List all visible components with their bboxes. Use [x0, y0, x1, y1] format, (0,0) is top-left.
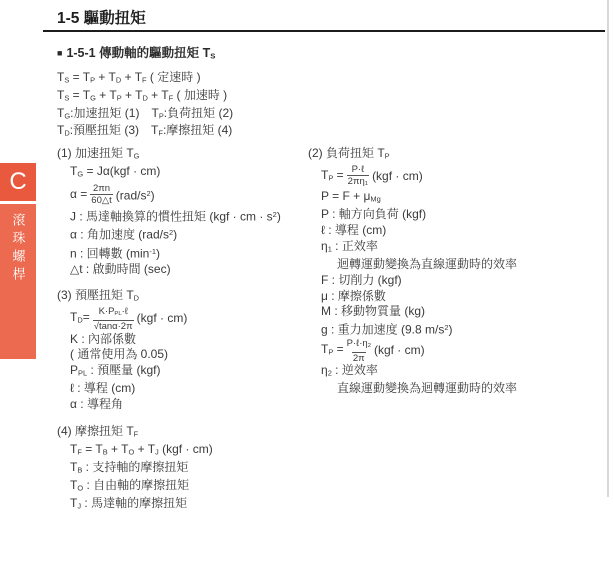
- left-column: [57, 146, 307, 526]
- frac-pre: $T_P$ =: [321, 167, 344, 182]
- legend-ppl: $P_{PL}$ : 預壓量 (kgf): [70, 363, 161, 378]
- legend-to: $T_O$ : 自由軸的摩擦扭矩: [70, 478, 190, 493]
- formula-acceleration: $T_S = T_G + T_P + T_D + T_F$ ( 加速時 ): [57, 87, 228, 103]
- block-body: [70, 164, 307, 277]
- block-body: [321, 164, 608, 397]
- fraction-numerator: $P\cdot\ell\cdot\eta_2$: [346, 337, 371, 349]
- block-heading: (2) 負荷扭矩 $T_P$: [308, 146, 390, 161]
- block-friction-torque: [57, 424, 307, 515]
- frac-pre: α =: [70, 186, 88, 201]
- formula-alpha: [70, 182, 307, 207]
- formula-td: [70, 307, 307, 332]
- block-load-torque: [308, 146, 608, 397]
- legend-j: J : 馬達軸換算的慣性扭矩 (kgf · cm · $s^2$): [70, 209, 281, 224]
- block-preload-torque: [57, 288, 307, 412]
- formula-p: $P = F + \mu_{Mg}$: [321, 189, 381, 204]
- fraction: [347, 164, 369, 190]
- chapter-tab-letter: C: [0, 163, 36, 201]
- legend-eta1: $\eta_1$ : 正效率: [321, 238, 378, 254]
- block-heading: (1) 加速扭矩 $T_G$: [57, 146, 140, 161]
- fraction: [347, 338, 371, 364]
- frac-post: (kgf · cm): [372, 168, 423, 183]
- fraction-numerator: $K\cdot P_{PL}\cdot\ell$: [98, 306, 128, 318]
- legend-lead: ℓ : 導程 (cm): [70, 381, 136, 396]
- legend-dt: △t : 啟動時間 (sec): [70, 261, 171, 276]
- chapter-tab-label: 滾珠螺桿: [10, 213, 26, 285]
- legend-lead-angle: α : 導程角: [70, 397, 123, 412]
- fraction-denominator: $2\pi\eta_1$: [347, 175, 369, 190]
- legend-p: P : 軸方向負荷 (kgf): [321, 207, 427, 222]
- legend-eta2: $\eta_2$ : 逆效率: [321, 363, 378, 378]
- frac-post: (kgf · cm): [373, 342, 425, 357]
- legend-n: n : 回轉數 $(\min^{-1})$: [70, 245, 160, 260]
- block-body: [70, 307, 307, 413]
- block-heading: (4) 摩擦扭矩 $T_F$: [57, 423, 139, 439]
- legend-f: F : 切削力 (kgf): [321, 272, 402, 287]
- title-underline: [43, 30, 605, 32]
- legend-tb: $T_B$ : 支持軸的摩擦扭矩: [70, 460, 189, 475]
- fraction-numerator: 2πn: [92, 183, 111, 195]
- legend-eta2-note: 直線運動變換為迴轉運動時的效率: [337, 381, 518, 396]
- legend-eta1-note: 迴轉運動變換為直線運動時的效率: [337, 256, 518, 271]
- right-column: [308, 146, 608, 408]
- fraction: [90, 183, 113, 206]
- legend-k: K : 內部係數: [70, 331, 137, 346]
- fraction-denominator: √tanα·2π: [93, 321, 133, 333]
- block-body: [70, 442, 307, 515]
- chapter-tab-label-box: [0, 204, 36, 359]
- formula-constant-speed: $T_S = T_P + T_D + T_F$ ( 定速時 ): [57, 70, 201, 85]
- legend-tj: $T_J$ : 馬達軸的摩擦扭矩: [70, 496, 188, 511]
- page-title: 1-5 驅動扭矩: [57, 10, 146, 27]
- formula-tp-forward: [321, 164, 608, 189]
- formula-tg: $T_G = J\alpha(kgf \cdot cm)$: [70, 164, 161, 179]
- block-heading: (3) 預壓扭矩 $T_D$: [57, 288, 140, 303]
- block-acceleration-torque: [57, 146, 307, 277]
- legend-m: M : 移動物質量 (kg): [321, 304, 425, 319]
- fraction-denominator: 2π: [352, 352, 365, 364]
- formula-tf: $T_F = T_B + T_O + T_J$ (kgf · cm): [70, 442, 213, 457]
- section-heading: [57, 43, 215, 61]
- legend-td-tf: $T_D$:預壓扭矩 (3) $T_F$:摩擦扭矩 (4): [57, 123, 233, 138]
- section-heading-text: 1-5-1 傳動軸的驅動扭矩 $T_S$: [66, 46, 216, 61]
- legend-mu: μ : 摩擦係數: [321, 288, 386, 303]
- legend-lead: ℓ : 導程 (cm): [321, 223, 387, 238]
- fraction: [93, 306, 134, 332]
- frac-post: $(rad/s^2)$: [115, 188, 155, 203]
- frac-pre: $T_D=$: [70, 310, 90, 325]
- fraction-denominator: 60△t: [91, 195, 112, 207]
- legend-g: g : 重力加速度 (9.8 $m/s^2$): [321, 322, 453, 337]
- legend-alpha: α : 角加速度 $(rad/s^2)$: [70, 227, 178, 242]
- fraction-numerator: P·ℓ: [351, 163, 365, 175]
- formula-tp-reverse: [321, 338, 608, 363]
- frac-post: (kgf · cm): [136, 311, 188, 326]
- intro-formulas: [57, 70, 233, 141]
- chapter-tab: [0, 163, 36, 359]
- section-bullet-icon: ■: [57, 48, 63, 58]
- legend-tg-tp: $T_G$:加速扭矩 (1) $T_P$:負荷扭矩 (2): [57, 105, 234, 120]
- frac-pre: $T_P$ =: [321, 341, 344, 357]
- legend-k-note: ( 通常使用為 0.05): [70, 347, 169, 362]
